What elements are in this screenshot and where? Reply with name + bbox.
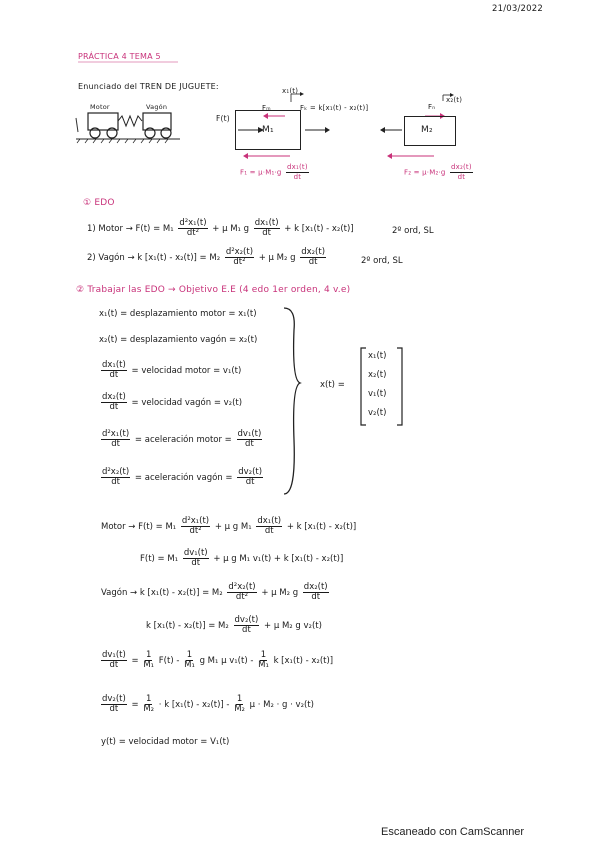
section-work-heading: ② Trabajar las EDO → Objetivo E.E (4 edo 1er orden, 4 v.e)	[76, 285, 351, 295]
mass-1-label: M₁	[262, 125, 274, 135]
vagon-eq-1: Vagón → k [x₁(t) - x₂(t)] = M₂ $\frac{\text{d²x₂(t)}}{\text{dt²}}$ + μ M₂ g $\frac{\text{dx₂(t)}}{dt}$	[101, 582, 328, 602]
page-title: PRÁCTICA 4 TEMA 5	[78, 52, 161, 61]
scanner-watermark: Escaneado con CamScanner	[381, 826, 525, 838]
result-dv2: $\frac{\text{dv₂(t)}}{dt}$ = $\frac{1}{\text{M₂}}$ · k [x₁(t) - x₂(t)] - $\frac{1}{\text{M₂}}$ μ · M₂ · g · v₂(t)	[102, 694, 314, 714]
def-v1: $\frac{\text{dx₁(t)}}{dt}$ = velocidad motor = v₁(t)	[102, 360, 242, 380]
section-edo-heading: ① EDO	[83, 198, 115, 208]
spring-force-label: Fₖ = k[x₁(t) - x₂(t)]	[300, 104, 369, 112]
friction-1-label: F₁ = μ·M₁·g $\frac{\text{dx₁(t)}}{dt}$	[240, 163, 308, 181]
friction-2-label: F₂ = μ·M₂·g $\frac{\text{dx₂(t)}}{dt}$	[404, 163, 472, 181]
edo-vagon-tag: 2º ord, SL	[361, 256, 403, 266]
state-vector-v2: v₂(t)	[368, 408, 387, 418]
def-x2: x₂(t) = desplazamiento vagón = x₂(t)	[99, 335, 258, 345]
page-date: 21/03/2022	[492, 4, 543, 14]
result-dv1: $\frac{\text{dv₁(t)}}{dt}$ = $\frac{1}{\text{M₁}}$ F(t) - $\frac{1}{\text{M₁}}$ g M₁ μ v₁(t) - $\frac{1}{\text{M₁}}$ k [x₁(t) - x₂(t)]	[102, 650, 334, 670]
def-a1: $\frac{\text{d²x₁(t)}}{dt}$ = aceleración motor = $\frac{\text{dv₁(t)}}{dt}$	[102, 429, 262, 449]
state-vector-x1: x₁(t)	[368, 351, 387, 361]
fm-label: Fₘ	[262, 104, 271, 112]
def-x1: x₁(t) = desplazamiento motor = x₁(t)	[99, 309, 257, 319]
edo-vagon-equation: 2) Vagón → k [x₁(t) - x₂(t)] = M₂ $\frac{\text{d²x₂(t)}}{\text{dt²}}$ + μ M₂ g $\frac{\text{dx₂(t)}}{dt}$	[87, 247, 326, 267]
edo-motor-tag: 2º ord, SL	[392, 226, 434, 236]
motor-eq-2: F(t) = M₁ $\frac{\text{dv₁(t)}}{dt}$ + μ g M₁ v₁(t) + k [x₁(t) - x₂(t)]	[140, 548, 344, 568]
statement-heading: Enunciado del TREN DE JUGUETE:	[78, 82, 219, 91]
motor-label: Motor	[90, 103, 110, 111]
fn-label: Fₙ	[428, 103, 436, 111]
vagon-eq-2: k [x₁(t) - x₂(t)] = M₂ $\frac{\text{dv₂(t)}}{dt}$ + μ M₂ g v₂(t)	[146, 615, 322, 635]
edo-motor-equation: 1) Motor → F(t) = M₁ $\frac{\text{d²x₁(t)}}{\text{dt²}}$ + μ M₁ g $\frac{\text{dx₁(t)}}{dt}$ + k [x₁(t) - x₂(t)]	[87, 218, 354, 238]
state-vector-v1: v₁(t)	[368, 389, 387, 399]
state-vector-x2: x₂(t)	[368, 370, 387, 380]
x2-label: x₂(t)	[446, 96, 463, 104]
vagon-label: Vagón	[146, 103, 168, 111]
def-v2: $\frac{\text{dx₂(t)}}{dt}$ = velocidad vagón = v₂(t)	[102, 392, 243, 412]
motor-eq-1: Motor → F(t) = M₁ $\frac{\text{d²x₁(t)}}{\text{dt²}}$ + μ g M₁ $\frac{\text{dx₁(t)}}{dt}$ + k [x₁(t) - x₂(t)]	[101, 516, 357, 536]
force-ft-label: F(t)	[216, 114, 230, 123]
mass-2-label: M₂	[421, 125, 433, 135]
state-vector-label: x(t) =	[320, 380, 345, 390]
output-equation: y(t) = velocidad motor = V₁(t)	[101, 737, 230, 747]
x1-label: x₁(t)	[282, 87, 299, 95]
def-a2: $\frac{\text{d²x₂(t)}}{dt}$ = aceleración vagón = $\frac{\text{dv₂(t)}}{dt}$	[102, 467, 263, 487]
